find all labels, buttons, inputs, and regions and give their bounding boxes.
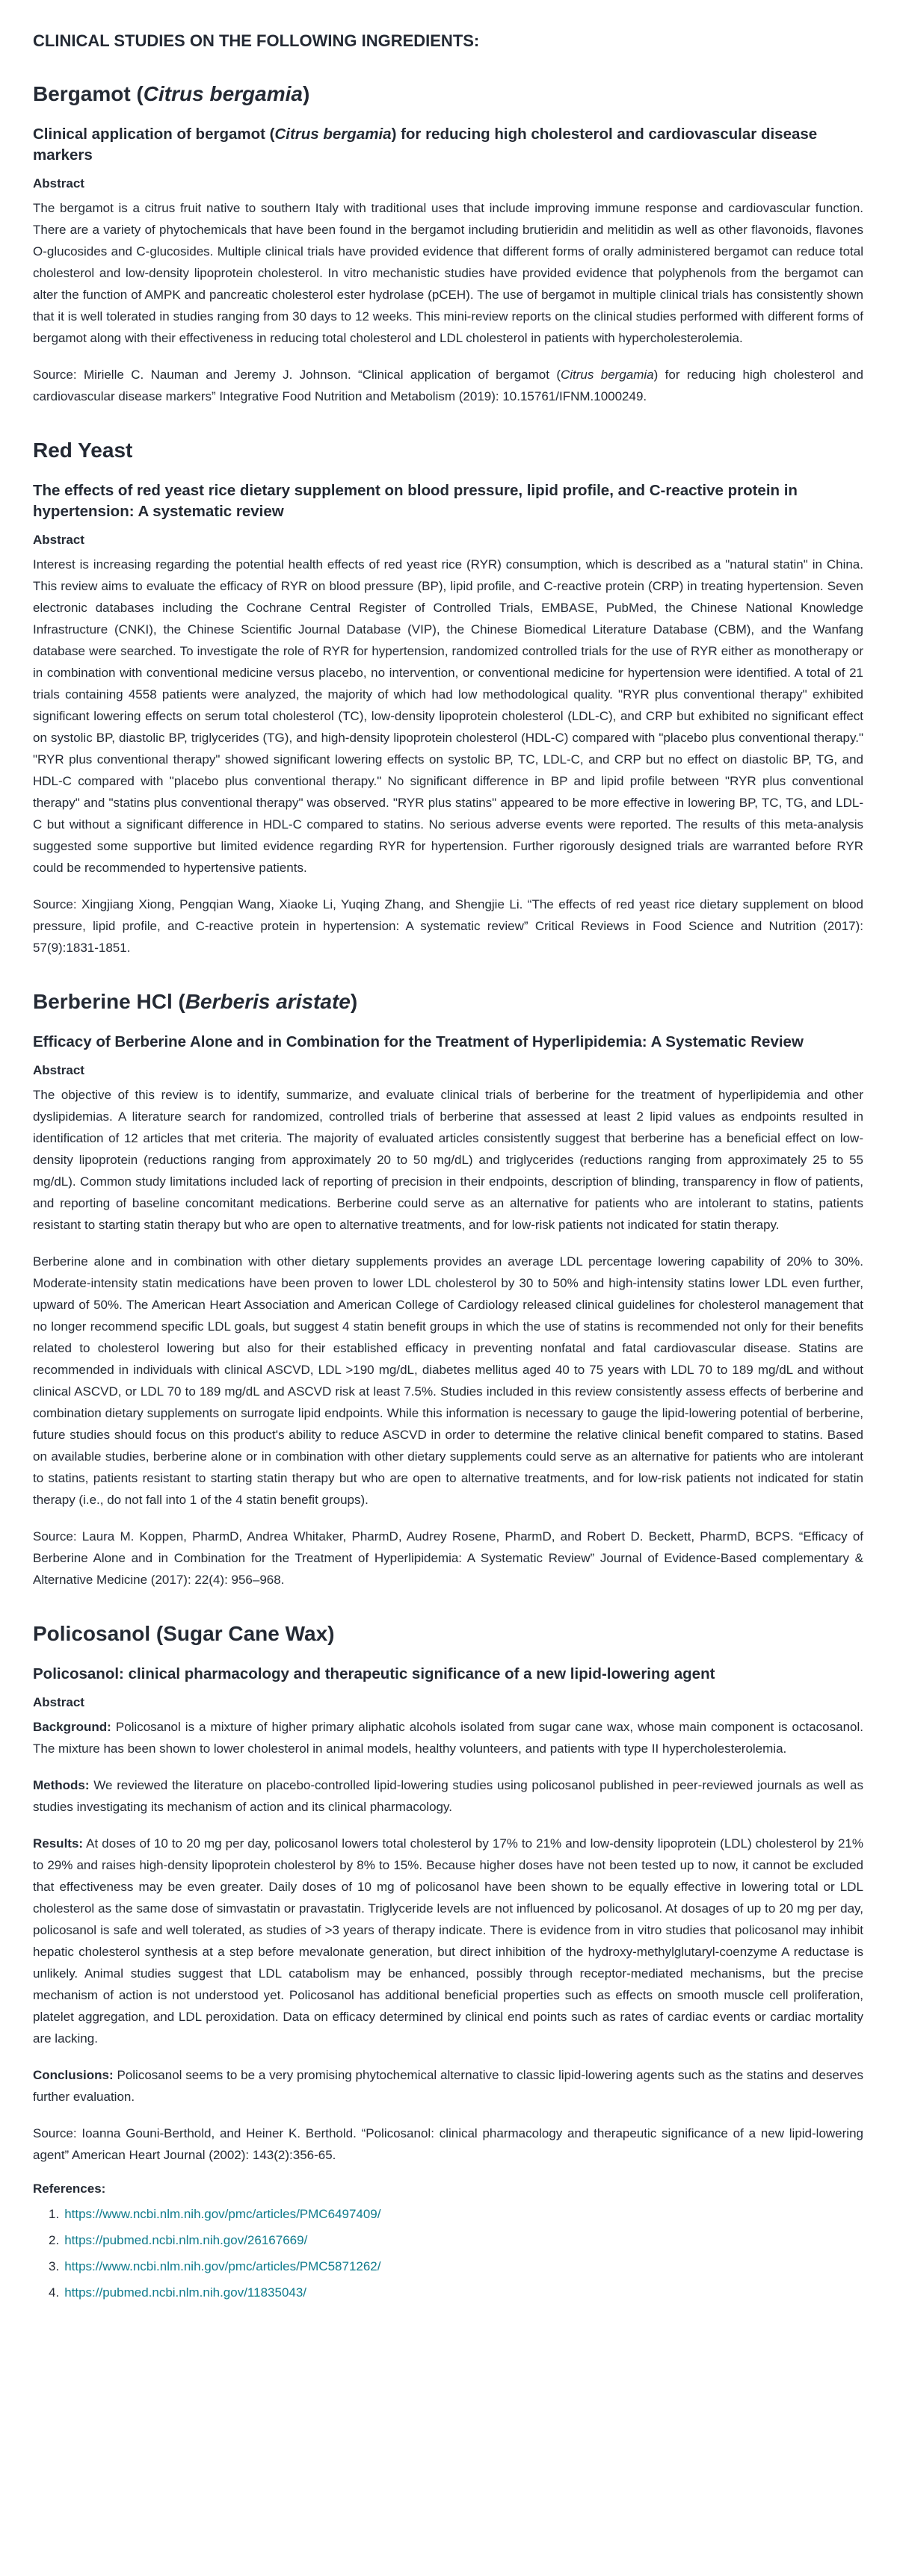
source-species-italic: Citrus bergamia [560,368,654,382]
abstract-label: Abstract [33,176,84,191]
heading-text: Policosanol (Sugar Cane Wax) [33,1622,335,1645]
section-references [33,2181,863,2306]
source-text: Source: Laura M. Koppen, PharmD, Andrea Whitaker, PharmD, Audrey Rosene, PharmD, and Robert D. Beckett, PharmD, BCPS. “Efficacy of Berberine Alone and in Combination for the Treatment of Hyperlipidemia: A Systematic Review” Journal of Evidence-Based complementary & Alternative Medicine (2017): 22(4): 956–968. [33,1529,863,1587]
page-title: CLINICAL STUDIES ON THE FOLLOWING INGREDIENTS: [33,31,480,50]
heading-text: Berberine HCl ( [33,990,185,1013]
abstract-label: Abstract [33,1063,84,1077]
reference-number: 2. [49,2233,60,2247]
reference-link[interactable]: https://www.ncbi.nlm.nih.gov/pmc/articles/PMC6497409/ [64,2207,381,2221]
heading-text: Bergamot ( [33,82,144,105]
reference-link[interactable]: https://pubmed.ncbi.nlm.nih.gov/26167669/ [64,2233,308,2247]
reference-item [33,2253,863,2279]
study-title-berberine [33,1032,863,1053]
source-text-end: ) for reducing high cholesterol and cardiovascular disease markers” Integrative Food Nutrition and Metabolism (2019): 10.15761/IFNM.1000249. [33,368,863,403]
section-heading-policosanol [33,1622,863,1646]
study-title-text: The effects of red yeast rice dietary supplement on blood pressure, lipid profile, and C-reactive protein in hypertension: A systematic review [33,482,798,520]
paragraph-lead-label: Results: [33,1836,84,1851]
abstract-paragraph-results [33,1833,863,2049]
reference-number: 1. [49,2207,60,2221]
source-line-policosanol [33,2123,863,2166]
reference-item [33,2201,863,2227]
paragraph-text: At doses of 10 to 20 mg per day, policosanol lowers total cholesterol by 17% to 21% and low-density lipoprotein (LDL) cholesterol by 21% to 29% and raises high-density lipoprotein cholesterol by 8% to 15%. Because higher doses have not been tested up to now, it cannot be excluded that effectiveness may be even greater. Daily doses of 10 mg of policosanol have been shown to be equally effective in lowering total or LDL cholesterol as the same dose of simvastatin or pravastatin. Triglyceride levels are not influenced by policosanol. At dosages of up to 20 mg per day, policosanol is safe and well tolerated, as studies of >3 years of therapy indicate. There is evidence from in vitro studies that policosanol may inhibit hepatic cholesterol synthesis at a step before mevalonate generation, but direct inhibition of the hydroxy-methylglutaryl-coenzyme A reductase is unlikely. Animal studies suggest that LDL catabolism may be enhanced, possibly through receptor-mediated mechanisms, but the precise mechanism of action is not understood yet. Policosanol has additional beneficial properties such as effects on smooth muscle cell proliferation, platelet aggregation, and LDL peroxidation. Data on efficacy determined by clinical end points such as rates of cardiac events or cardiac mortality are lacking. [33,1836,863,2046]
heading-text-end: ) [302,82,310,105]
study-title-text: Efficacy of Berberine Alone and in Combination for the Treatment of Hyperlipidemia: A Systematic Review [33,1033,804,1050]
abstract-paragraph: Interest is increasing regarding the potential health effects of red yeast rice (RYR) consumption, which is described as a "natural statin" in China. This review aims to evaluate the efficacy of RYR on blood pressure (BP), lipid profile, and C-reactive protein (CRP) in treating hypertension. Seven electronic databases including the Cochrane Central Register of Controlled Trials, EMBASE, PubMed, the Chinese National Knowledge Infrastructure (CNKI), the Chinese Scientific Journal Database (VIP), the Chinese Biomedical Literature Database (CBM), and the Wanfang database were searched. To investigate the role of RYR for hypertension, randomized controlled trials for the use of RYR either as monotherapy or in combination with conventional medicine versus placebo, no intervention, or conventional medicine for hypertension were identified. A total of 21 trials containing 4558 patients were analyzed, the majority of which had low methodological quality. "RYR plus conventional therapy" exhibited significant lowering effects on serum total cholesterol (TC), low-density lipoprotein cholesterol (LDL-C), and CRP but exhibited no significant effect on systolic BP, diastolic BP, triglycerides (TG), and high-density lipoprotein cholesterol (HDL-C) compared with "placebo plus conventional therapy." "RYR plus conventional therapy" showed significant lowering effects on systolic BP, TC, LDL-C, and CRP but no effect on diastolic BP, TG, and HDL-C compared with "placebo plus conventional therapy." No significant difference in BP and lipid profile between "RYR plus conventional therapy" and "statins plus conventional therapy" was observed. "RYR plus statins" appeared to be more effective in lowering BP, TC, TG, and LDL-C but without a significant difference in HDL-C compared to statins. No serious adverse events were reported. The results of this meta-analysis suggested some supportive but limited evidence regarding RYR for hypertension. Further rigorously designed trials are warranted before RYR could be recommended to hypertensive patients. [33,557,863,875]
section-red-yeast [33,439,863,959]
reference-link[interactable]: https://www.ncbi.nlm.nih.gov/pmc/articles/PMC5871262/ [64,2259,381,2273]
reference-number: 3. [49,2259,60,2273]
abstract-paragraph-1: The objective of this review is to identify, summarize, and evaluate clinical trials of berberine for the treatment of hyperlipidemia and other dyslipidemias. A literature search for randomized, controlled trials of berberine that assessed at least 2 lipid values as endpoints resulted in identification of 12 articles that met criteria. The majority of evaluated articles consistently suggest that berberine has a beneficial effect on low-density lipoprotein (reductions ranging from approximately 20 to 50 mg/dL) and triglycerides (reductions ranging from approximately 25 to 55 mg/dL). Common study limitations included lack of reporting of precision in their endpoints, description of blinding, transparency in flow of patients, and reporting of baseline concomitant medications. Berberine could serve as an alternative for patients who are intolerant to statins, patients resistant to starting statin therapy but who are open to alternative treatments, and for low-risk patients not indicated for statin therapy. [33,1088,863,1232]
source-text: Source: Xingjiang Xiong, Pengqian Wang, Xiaoke Li, Yuqing Zhang, and Shengjie Li. “The effects of red yeast rice dietary supplement on blood pressure, lipid profile, and C-reactive protein in hypertension: A systematic review” Critical Reviews in Food Science and Nutrition (2017): 57(9):1831-1851. [33,897,863,955]
study-title-policosanol [33,1664,863,1685]
abstract-paragraph-background [33,1716,863,1759]
section-heading-bergamot [33,82,863,106]
paragraph-lead-label: Conclusions: [33,2068,114,2082]
study-title-text-end: ) for reducing high cholesterol and cardiovascular disease markers [33,126,818,164]
source-text: Source: Mirielle C. Nauman and Jeremy J. Johnson. “Clinical application of bergamot ( [33,368,561,382]
reference-item [33,2279,863,2306]
paragraph-lead-label: Methods: [33,1778,90,1792]
paragraph-text: Policosanol is a mixture of higher primary aliphatic alcohols isolated from sugar cane wax, whose main component is octacosanol. The mixture has been shown to lower cholesterol in animal models, healthy volunteers, and patients with type II hypercholesterolemia. [33,1720,863,1756]
source-line-red-yeast [33,894,863,959]
study-title-text: Clinical application of bergamot ( [33,126,275,143]
abstract-label: Abstract [33,533,84,547]
abstract-paragraph: The bergamot is a citrus fruit native to southern Italy with traditional uses that include improving immune response and cardiovascular function. There are a variety of phytochemicals that have been found in the bergamot including brutieridin and melitidin as well as other flavonoids, flavones O-glucosides and C-glucosides. Multiple clinical trials have provided evidence that different forms of orally administered bergamot can reduce total cholesterol and low-density lipoprotein cholesterol. In vitro mechanistic studies have provided evidence that polyphenols from the bergamot can alter the function of AMPK and pancreatic cholesterol ester hydrolase (pCEH). The use of bergamot in multiple clinical trials has consistently shown that it is well tolerated in studies ranging from 30 days to 12 weeks. This mini-review reports on the clinical studies performed with different forms of bergamot along with their effectiveness in reducing total cholesterol and LDL cholesterol in patients with hypercholesterolemia. [33,201,863,345]
section-policosanol [33,1622,863,2166]
reference-item [33,2227,863,2253]
reference-link[interactable]: https://pubmed.ncbi.nlm.nih.gov/11835043/ [64,2285,307,2300]
study-title-bergamot [33,124,863,166]
source-line-bergamot [33,364,863,407]
section-heading-berberine [33,990,863,1014]
reference-number: 4. [49,2285,60,2300]
source-text: Source: Ioanna Gouni-Berthold, and Heiner K. Berthold. “Policosanol: clinical pharmacology and therapeutic significance of a new lipid-lowering agent” American Heart Journal (2002): 143(2):356-65. [33,2126,863,2162]
section-bergamot [33,82,863,407]
source-line-berberine [33,1526,863,1591]
paragraph-text: Policosanol seems to be a very promising phytochemical alternative to classic lipid-lowering agents such as the statins and deserves further evaluation. [33,2068,863,2104]
heading-text: Red Yeast [33,439,133,462]
heading-text-end: ) [350,990,358,1013]
abstract-paragraph-methods [33,1774,863,1818]
abstract-label: Abstract [33,1695,84,1709]
section-heading-red-yeast [33,439,863,462]
paragraph-text: We reviewed the literature on placebo-controlled lipid-lowering studies using policosanol published in peer-reviewed journals as well as studies investigating its mechanism of action and its clinical pharmacology. [33,1778,863,1814]
heading-species-italic: Berberis aristate [185,990,351,1013]
section-berberine [33,990,863,1591]
heading-species-italic: Citrus bergamia [143,82,303,105]
study-title-species-italic: Citrus bergamia [274,126,392,143]
reference-list [33,2201,863,2306]
abstract-paragraph-conclusions [33,2064,863,2108]
paragraph-lead-label: Background: [33,1720,111,1734]
study-title-text: Policosanol: clinical pharmacology and therapeutic significance of a new lipid-lowering agent [33,1665,715,1682]
study-title-red-yeast [33,480,863,522]
abstract-paragraph-2: Berberine alone and in combination with other dietary supplements provides an average LDL percentage lowering capability of 20% to 30%. Moderate-intensity statin medications have been proven to lower LDL cholesterol by 30 to 50% and high-intensity statins lower LDL even further, upward of 50%. The American Heart Association and American College of Cardiology released clinical guidelines for cholesterol management that no longer recommend specific LDL goals, but suggest 4 statin benefit groups in which the use of statins is recommended not only for their benefits related to cholesterol lowering but also for their established efficacy in preventing nonfatal and fatal cardiovascular disease. Statins are recommended in individuals with clinical ASCVD, LDL >190 mg/dL, diabetes mellitus aged 40 to 75 years with LDL 70 to 189 mg/dL and without clinical ASCVD, or LDL 70 to 189 mg/dL and ASCVD risk at least 7.5%. Studies included in this review consistently assess effects of berberine and combination dietary supplements on surrogate lipid endpoints. While this information is necessary to gauge the lipid-lowering potential of berberine, future studies should focus on this product's ability to reduce ASCVD in order to determine the relative clinical benefit compared to statins. Based on available studies, berberine alone or in combination with other dietary supplements could serve as an alternative for patients who are intolerant to statins, patients resistant to starting statin therapy but who are open to alternative treatments, and for low-risk patients not indicated for statin therapy (i.e., do not fall into 1 of the 4 statin benefit groups). [33,1254,863,1507]
references-label: References: [33,2182,106,2196]
